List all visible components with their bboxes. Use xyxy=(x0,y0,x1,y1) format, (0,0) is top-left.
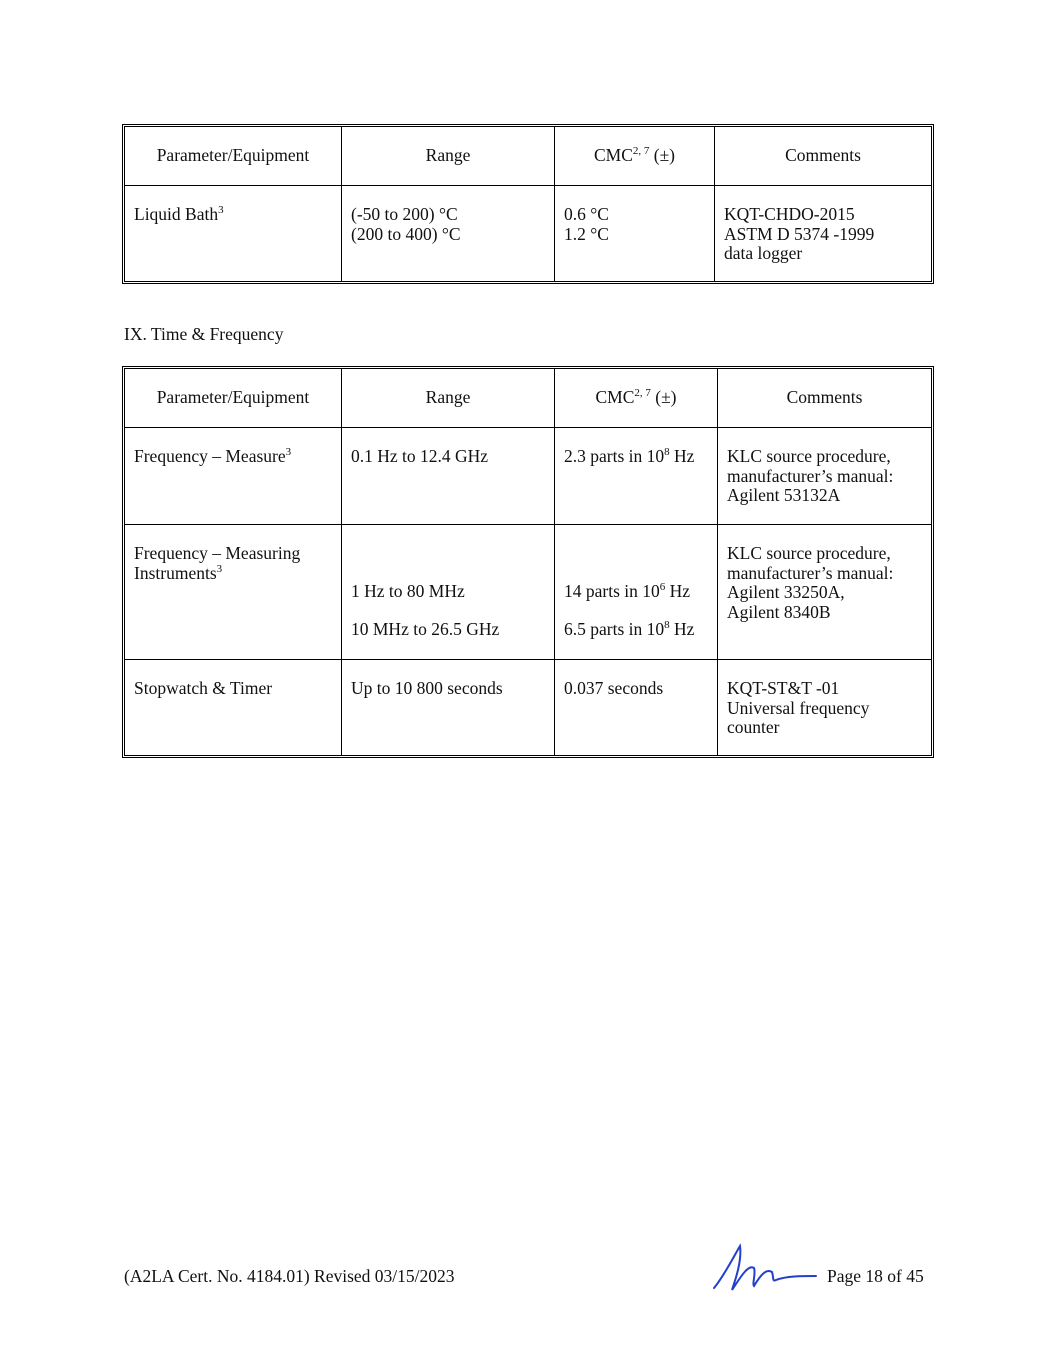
cmc-cell: 14 parts in $10^6$ Hz 6.5 parts in $10^8$ Hz xyxy=(555,525,718,659)
header-range: Range xyxy=(342,369,555,427)
signature-mark xyxy=(710,1242,820,1294)
table-header-row xyxy=(125,127,931,186)
cmc-cell: 0.6 °C 1.2 °C xyxy=(555,186,715,281)
header-parameter: Parameter/Equipment xyxy=(125,127,342,185)
header-cmc: CMC$^{2, 7}$ (±) xyxy=(555,127,715,185)
time-frequency-table xyxy=(122,366,934,758)
liquid-bath-table xyxy=(122,124,934,284)
footer-cert-info: (A2LA Cert. No. 4184.01) Revised 03/15/2023 xyxy=(124,1266,455,1286)
comments-cell: KQT-ST&T -01 Universal frequency counter xyxy=(727,678,870,737)
range-cell: 0.1 Hz to 12.4 GHz xyxy=(342,428,555,524)
parameter-cell: Stopwatch & Timer xyxy=(125,660,342,755)
parameter-cell: Frequency – Measure$^3$ xyxy=(125,428,342,524)
table-row xyxy=(125,186,931,281)
section-heading: IX. Time & Frequency xyxy=(124,324,284,344)
header-parameter: Parameter/Equipment xyxy=(125,369,342,427)
page-number: Page 18 of 45 xyxy=(827,1266,924,1286)
table-header-row xyxy=(125,369,931,428)
range-cell: Up to 10 800 seconds xyxy=(342,660,555,755)
table-row xyxy=(125,525,931,660)
header-range: Range xyxy=(342,127,555,185)
comments-cell: KLC source procedure, manufacturer’s manual: Agilent 53132A xyxy=(727,446,894,505)
table-row xyxy=(125,428,931,525)
parameter-cell: Liquid Bath$^3$ xyxy=(125,186,342,281)
range-cell: (-50 to 200) °C (200 to 400) °C xyxy=(342,186,555,281)
header-cmc: CMC$^{2, 7}$ (±) xyxy=(555,369,718,427)
cmc-cell: 2.3 parts in $10^8$ Hz xyxy=(555,428,718,524)
header-comments: Comments xyxy=(786,387,863,408)
comments-cell: KLC source procedure, manufacturer’s manual: Agilent 33250A, Agilent 8340B xyxy=(727,543,894,622)
comments-cell: KQT-CHDO-2015 ASTM D 5374 -1999 data logger xyxy=(724,204,875,263)
parameter-cell: Frequency – Measuring Instruments$^3$ xyxy=(125,525,342,659)
range-cell: 1 Hz to 80 MHz 10 MHz to 26.5 GHz xyxy=(342,525,555,659)
header-comments: Comments xyxy=(785,145,861,166)
cmc-cell: 0.037 seconds xyxy=(555,660,718,755)
table-row xyxy=(125,660,931,755)
